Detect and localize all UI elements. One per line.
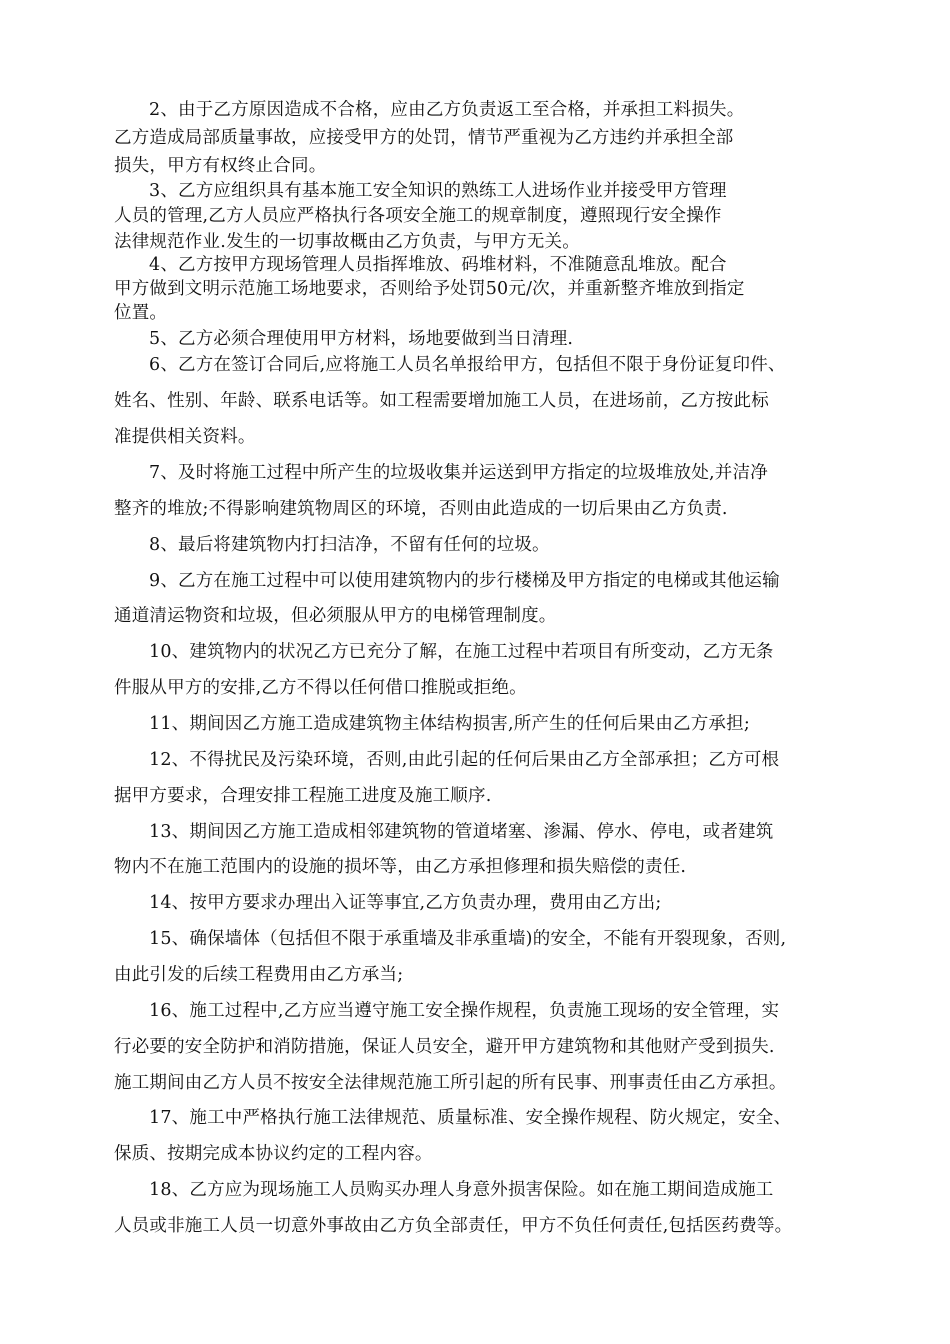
text-line: 16、施工过程中,乙方应当遵守施工安全操作规程，负责施工现场的安全管理，实: [149, 1001, 780, 1021]
text-line: 物内不在施工范围内的设施的损坏等，由乙方承担修理和损失赔偿的责任.: [114, 857, 687, 877]
text-line: 9、乙方在施工过程中可以使用建筑物内的步行楼梯及甲方指定的电梯或其他运输: [149, 571, 780, 591]
text-line: 人员或非施工人员一切意外事故由乙方负全部责任，甲方不负任何责任,包括医药费等。: [114, 1216, 793, 1236]
text-line: 由此引发的后续工程费用由乙方承当;: [114, 965, 404, 985]
text-line: 件服从甲方的安排,乙方不得以任何借口推脱或拒绝。: [114, 678, 527, 698]
text-line: 准提供相关资料。: [114, 427, 256, 447]
text-line: 2、由于乙方原因造成不合格，应由乙方负责返工至合格，并承担工料损失。: [149, 100, 745, 120]
text-line: 14、按甲方要求办理出入证等事宜,乙方负责办理，费用由乙方出;: [149, 893, 662, 913]
text-line: 保质、按期完成本协议约定的工程内容。: [114, 1144, 433, 1164]
text-line: 乙方造成局部质量事故，应接受甲方的处罚，情节严重视为乙方违约并承担全部: [114, 128, 734, 148]
text-line: 甲方做到文明示范施工场地要求，否则给予处罚50元/次，并重新整齐堆放到指定: [114, 279, 745, 299]
text-line: 12、不得扰民及污染环境，否则,由此引起的任何后果由乙方全部承担；乙方可根: [149, 750, 780, 770]
text-line: 17、施工中严格执行施工法律规范、质量标准、安全操作规程、防火规定，安全、: [149, 1108, 792, 1128]
text-line: 整齐的堆放;不得影响建筑物周区的环境，否则由此造成的一切后果由乙方负责.: [114, 499, 728, 519]
text-line: 4、乙方按甲方现场管理人员指挥堆放、码堆材料，不准随意乱堆放。配合: [149, 255, 727, 275]
text-line: 位置。: [114, 303, 168, 323]
text-line: 人员的管理,乙方人员应严格执行各项安全施工的规章制度，遵照现行安全操作: [114, 206, 722, 226]
text-line: 损失，甲方有权终止合同。: [114, 156, 327, 176]
text-line: 15、确保墙体（包括但不限于承重墙及非承重墙)的安全，不能有开裂现象，否则,: [149, 929, 787, 949]
text-line: 18、乙方应为现场施工人员购买办理人身意外损害保险。如在施工期间造成施工: [149, 1180, 774, 1200]
text-line: 姓名、性别、年龄、联系电话等。如工程需要增加施工人员，在进场前，乙方按此标: [114, 391, 769, 411]
text-line: 行必要的安全防护和消防措施，保证人员安全，避开甲方建筑物和其他财产受到损失.: [114, 1037, 775, 1057]
text-line: 3、乙方应组织具有基本施工安全知识的熟练工人进场作业并接受甲方管理: [149, 181, 727, 201]
text-line: 11、期间因乙方施工造成建筑物主体结构损害,所产生的任何后果由乙方承担;: [149, 714, 750, 734]
text-line: 10、建筑物内的状况乙方已充分了解，在施工过程中若项目有所变动，乙方无条: [149, 642, 774, 662]
text-line: 5、乙方必须合理使用甲方材料，场地要做到当日清理.: [149, 329, 574, 349]
text-line: 13、期间因乙方施工造成相邻建筑物的管道堵塞、渗漏、停水、停电，或者建筑: [149, 822, 774, 842]
text-line: 通道清运物资和垃圾，但必须服从甲方的电梯管理制度。: [114, 606, 557, 626]
text-line: 7、及时将施工过程中所产生的垃圾收集并运送到甲方指定的垃圾堆放处,并洁净: [149, 463, 768, 483]
text-line: 据甲方要求，合理安排工程施工进度及施工顺序.: [114, 786, 492, 806]
text-line: 法律规范作业.发生的一切事故概由乙方负责，与甲方无关。: [114, 232, 580, 252]
text-line: 施工期间由乙方人员不按安全法律规范施工所引起的所有民事、刑事责任由乙方承担。: [114, 1073, 787, 1093]
text-line: 8、最后将建筑物内打扫洁净，不留有任何的垃圾。: [149, 535, 550, 555]
text-line: 6、乙方在签订合同后,应将施工人员名单报给甲方，包括但不限于身份证复印件、: [149, 355, 786, 375]
